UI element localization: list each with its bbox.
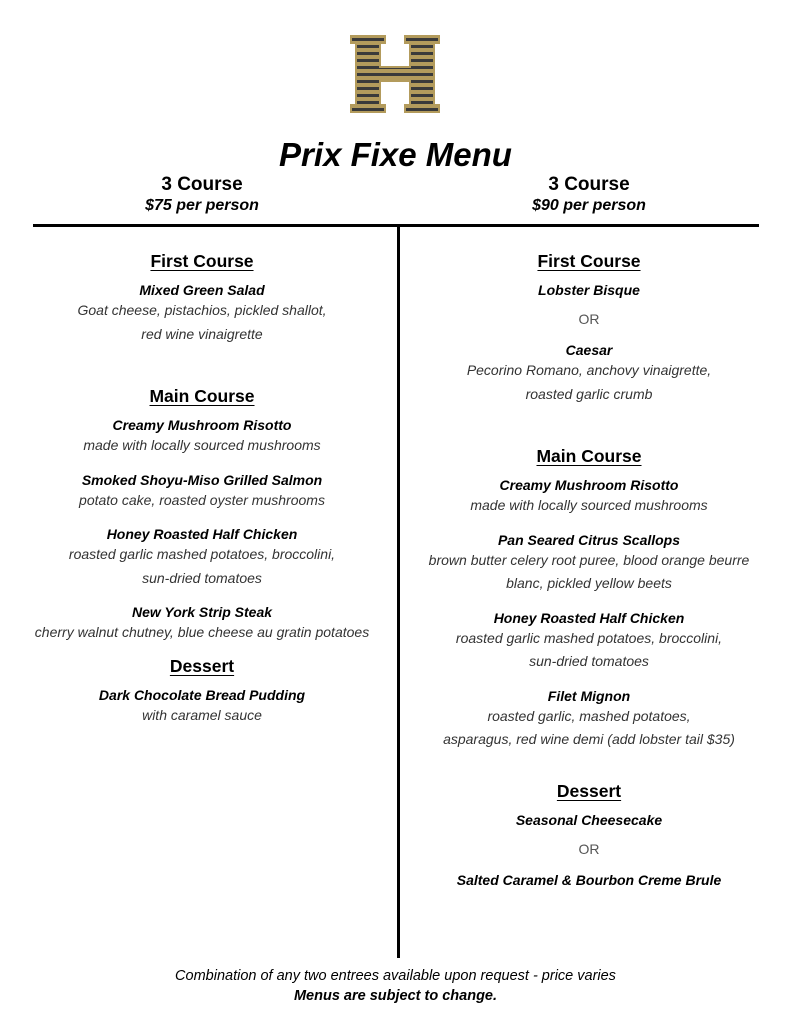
menu-item-name: Lobster Bisque <box>538 282 640 298</box>
right-dessert-title: Dessert <box>556 780 622 801</box>
left-menu-column <box>17 250 387 727</box>
menu-item-desc: blanc, pickled yellow beets <box>506 575 672 591</box>
footer <box>0 966 791 1006</box>
left-dessert-title: Dessert <box>169 655 235 676</box>
menu-item-desc: Pecorino Romano, anchovy vinaigrette, <box>466 362 712 378</box>
menu-item-desc: roasted garlic mashed potatoes, broccolini, <box>68 546 336 562</box>
right-first-course-title: First Course <box>537 251 641 271</box>
header-divider <box>33 224 759 227</box>
menu-item-name: Caesar <box>565 342 613 358</box>
footer-disclaimer: Menus are subject to change. <box>293 988 498 1004</box>
menu-item-desc: cherry walnut chutney, blue cheese au gratin potatoes <box>34 624 370 640</box>
menu-item-desc: sun-dried tomatoes <box>142 569 262 586</box>
menu-item-desc: roasted garlic crumb <box>525 385 653 402</box>
left-price: $75 per person <box>145 197 259 214</box>
menu-item-name: Honey Roasted Half Chicken <box>493 609 685 626</box>
menu-item-desc: made with locally sourced mushrooms <box>470 497 708 513</box>
menu-item-desc: red wine vinaigrette <box>141 325 263 342</box>
menu-title: Prix Fixe Menu <box>279 136 512 173</box>
right-course-count: 3 Course <box>548 174 630 195</box>
right-price: $90 per person <box>532 197 646 214</box>
menu-item-desc: made with locally sourced mushrooms <box>83 437 321 453</box>
menu-item-desc: brown butter celery root puree, blood orange beurre <box>428 551 750 568</box>
menu-item-desc: roasted garlic mashed potatoes, broccolini, <box>455 629 723 646</box>
or-separator: OR <box>578 311 600 327</box>
left-column-header <box>37 174 367 216</box>
menu-item-name: Mixed Green Salad <box>139 282 265 298</box>
menu-item-name: New York Strip Steak <box>131 604 273 620</box>
footer-note: Combination of any two entrees available upon request - price varies <box>175 968 616 984</box>
menu-item-name: Honey Roasted Half Chicken <box>106 526 298 542</box>
menu-item-name: Seasonal Cheesecake <box>515 811 663 828</box>
h-logo <box>349 34 441 114</box>
menu-item-name: Smoked Shoyu-Miso Grilled Salmon <box>81 471 323 488</box>
menu-item-desc: potato cake, roasted oyster mushrooms <box>79 491 325 508</box>
menu-item-name: Creamy Mushroom Risotto <box>112 417 292 433</box>
menu-item-name: Salted Caramel & Bourbon Creme Brule <box>456 871 722 888</box>
menu-item-desc: asparagus, red wine demi (add lobster tail $35) <box>443 731 735 747</box>
menu-item-desc: with caramel sauce <box>142 706 262 723</box>
menu-item-name: Filet Mignon <box>547 687 631 704</box>
menu-item-name: Pan Seared Citrus Scallops <box>497 531 681 548</box>
left-first-course-title: First Course <box>150 251 254 271</box>
or-separator: OR <box>578 840 600 857</box>
right-column-header <box>424 174 754 216</box>
menu-item-name: Creamy Mushroom Risotto <box>499 477 679 493</box>
right-menu-column <box>407 250 771 889</box>
menu-item-desc: Goat cheese, pistachios, pickled shallot, <box>77 302 327 318</box>
column-divider <box>397 226 400 958</box>
menu-item-desc: roasted garlic, mashed potatoes, <box>487 707 691 724</box>
menu-item-desc: sun-dried tomatoes <box>529 653 649 669</box>
menu-item-name: Dark Chocolate Bread Pudding <box>98 686 306 703</box>
left-main-course-title: Main Course <box>149 386 255 406</box>
right-main-course-title: Main Course <box>536 446 642 466</box>
left-course-count: 3 Course <box>161 174 243 195</box>
